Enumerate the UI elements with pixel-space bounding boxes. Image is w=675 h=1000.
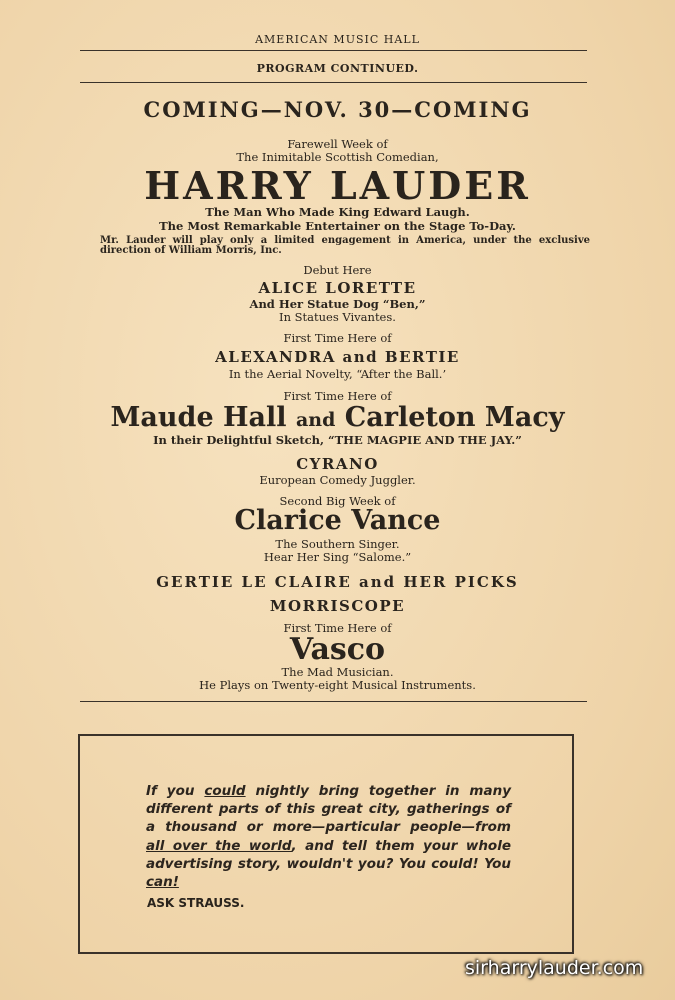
headliner-name: HARRY LAUDER (144, 163, 531, 208)
act-name-part: Maude Hall (110, 402, 287, 433)
divider (80, 701, 587, 702)
act-description: And Her Statue Dog “Ben,” (249, 297, 426, 311)
act-description: In Statues Vivantes. (279, 310, 396, 324)
act-name-vasco: Vasco (289, 632, 386, 667)
act-name-clarice-vance: Clarice Vance (234, 505, 441, 536)
headliner-tagline: The Most Remarkable Entertainer on the Stage To-Day. (159, 219, 516, 233)
act-intro: Debut Here (303, 263, 372, 277)
act-name-maude-hall-carleton-macy (0, 402, 675, 433)
program-subtitle: PROGRAM CONTINUED. (256, 62, 419, 75)
coming-banner: COMING—NOV. 30—COMING (143, 97, 532, 122)
act-name-gertie-le-claire: GERTIE LE CLAIRE and HER PICKS (156, 573, 519, 591)
act-description: The Southern Singer. (275, 537, 400, 551)
divider (80, 82, 587, 83)
headliner-tagline: The Man Who Made King Edward Laugh. (205, 205, 470, 219)
act-description: He Plays on Twenty-eight Musical Instruments. (199, 678, 476, 692)
act-name-alexandra-bertie: ALEXANDRA and BERTIE (215, 348, 460, 366)
act-intro: Second Big Week of (279, 494, 396, 508)
divider (80, 50, 587, 51)
act-description: In their Delightful Sketch, “THE MAGPIE AND THE JAY.” (153, 433, 522, 447)
advertisement-signoff: ASK STRAUSS. (147, 896, 245, 910)
act-intro: First Time Here of (283, 389, 392, 403)
headliner-intro: The Inimitable Scottish Comedian, (236, 150, 439, 164)
venue-header: AMERICAN MUSIC HALL (255, 33, 420, 46)
act-name-part: Carleton Macy (344, 402, 565, 433)
source-watermark: sirharrylauder.com (465, 957, 644, 979)
headliner-note: Mr. Lauder will play only a limited engagement in America, under the exclusive direction of William Morris, Inc. (100, 235, 590, 256)
act-description: Hear Her Sing “Salome.” (263, 550, 412, 564)
act-name-alice-lorette: ALICE LORETTE (258, 279, 417, 297)
advertisement-text: If you could nightly bring together in many different parts of this great city, gatherings of a thousand or more—particular people—from all over the world, and tell them your whole advertising story, wouldn't you? You could! You can! (146, 783, 511, 891)
headliner-intro: Farewell Week of (287, 137, 388, 151)
act-intro: First Time Here of (283, 331, 392, 345)
act-description: The Mad Musician. (281, 665, 394, 679)
act-description: In the Aerial Novelty, “After the Ball.’ (228, 367, 447, 381)
act-name-conjunction: and (295, 409, 336, 431)
act-description: European Comedy Juggler. (259, 473, 416, 487)
act-intro: First Time Here of (283, 621, 392, 635)
act-name-cyrano: CYRANO (296, 455, 379, 473)
act-name-morriscope: MORRISCOPE (269, 597, 406, 615)
